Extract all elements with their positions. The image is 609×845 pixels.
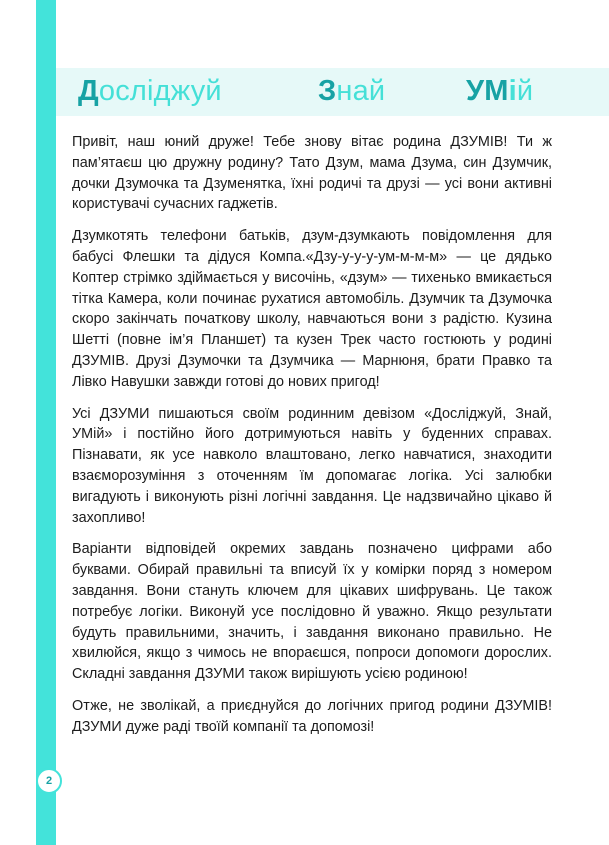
side-stripe	[36, 0, 56, 845]
motto-word-can	[466, 72, 533, 110]
motto-word-can-initial: УМ	[466, 75, 509, 107]
paragraph-motto: Усі ДЗУМИ пишаються своїм родинним девізом «Досліджуй, Знай, УМій» і постійно його дотримуються навіть у буденних справах. Пізнавати, як усе навколо влаштовано, легко навчатися, знаходити взаєморозуміння з оточенням їм допомагає логіка. Усі залюбки вигадують і виконують різні логічні завдання. Це надзвичайно цікаво й захопливо!	[72, 405, 552, 526]
motto-word-know-initial: З	[318, 75, 337, 107]
motto-word-explore	[78, 72, 222, 110]
motto-word-know	[318, 72, 385, 110]
paragraph-greeting: Привіт, наш юний друже! Тебе знову вітає родина ДЗУМІВ! Ти ж пам’ятаєш цю дружну родину? Тато Дзум, мама Дзума, син Дзумчик, дочки Дзумочка та Дзуменятка, їхні родичі та друзі — усі вони активні користувачі сучасних гаджетів.	[72, 134, 552, 213]
body-text	[72, 132, 552, 749]
motto-word-know-rest: най	[336, 75, 386, 107]
motto-word-explore-initial: Д	[78, 75, 99, 107]
motto-word-explore-rest: осліджуй	[98, 75, 222, 107]
page-number: 2	[36, 768, 62, 794]
paragraph-invitation: Отже, не зволікай, а приєднуйся до логічних пригод родини ДЗУМІВ! ДЗУМИ дуже раді твоїй компанії та допомозі!	[72, 697, 552, 735]
motto-word-can-middle: і	[508, 75, 517, 107]
paragraph-instructions: Варіанти відповідей окремих завдань позначено цифрами або буквами. Обирай правильні та вписуй їх у комірки поряд з номером завдання. Вони стануть ключем для цікавих шифрувань. Це також потребує логіки. Виконуй усе послідовно й уважно. Якщо результати будуть правильними, значить, і завдання виконано правильно. Не хвилюйся, якщо з чимось не впораєшся, попроси допомоги дорослих. Складні завдання ДЗУМИ також вирішують усією родиною!	[72, 541, 552, 683]
motto-word-can-rest: й	[516, 75, 534, 107]
paragraph-family: Дзумкотять телефони батьків, дзум-дзумкають повідомлення для бабусі Флешки та дідуся Компа.«Дзу-у-у-у-ум-м-м-м» — це дядько Коптер стрімко здіймається у височінь, «дзум» — тихенько вмикається тітка Камера, коли починає рухатися автомобіль. Дзумчик та Дзумочка скоро закінчать початкову школу, навчаються вони з радістю. Кузина Шетті (повне ім’я Планшет) та кузен Трек часто гостюють у родині ДЗУМІВ. Друзі Дзумочки та Дзумчика — Марнюня, брати Правко та Лівко Навушки завжди готові до нових пригод!	[72, 228, 552, 390]
